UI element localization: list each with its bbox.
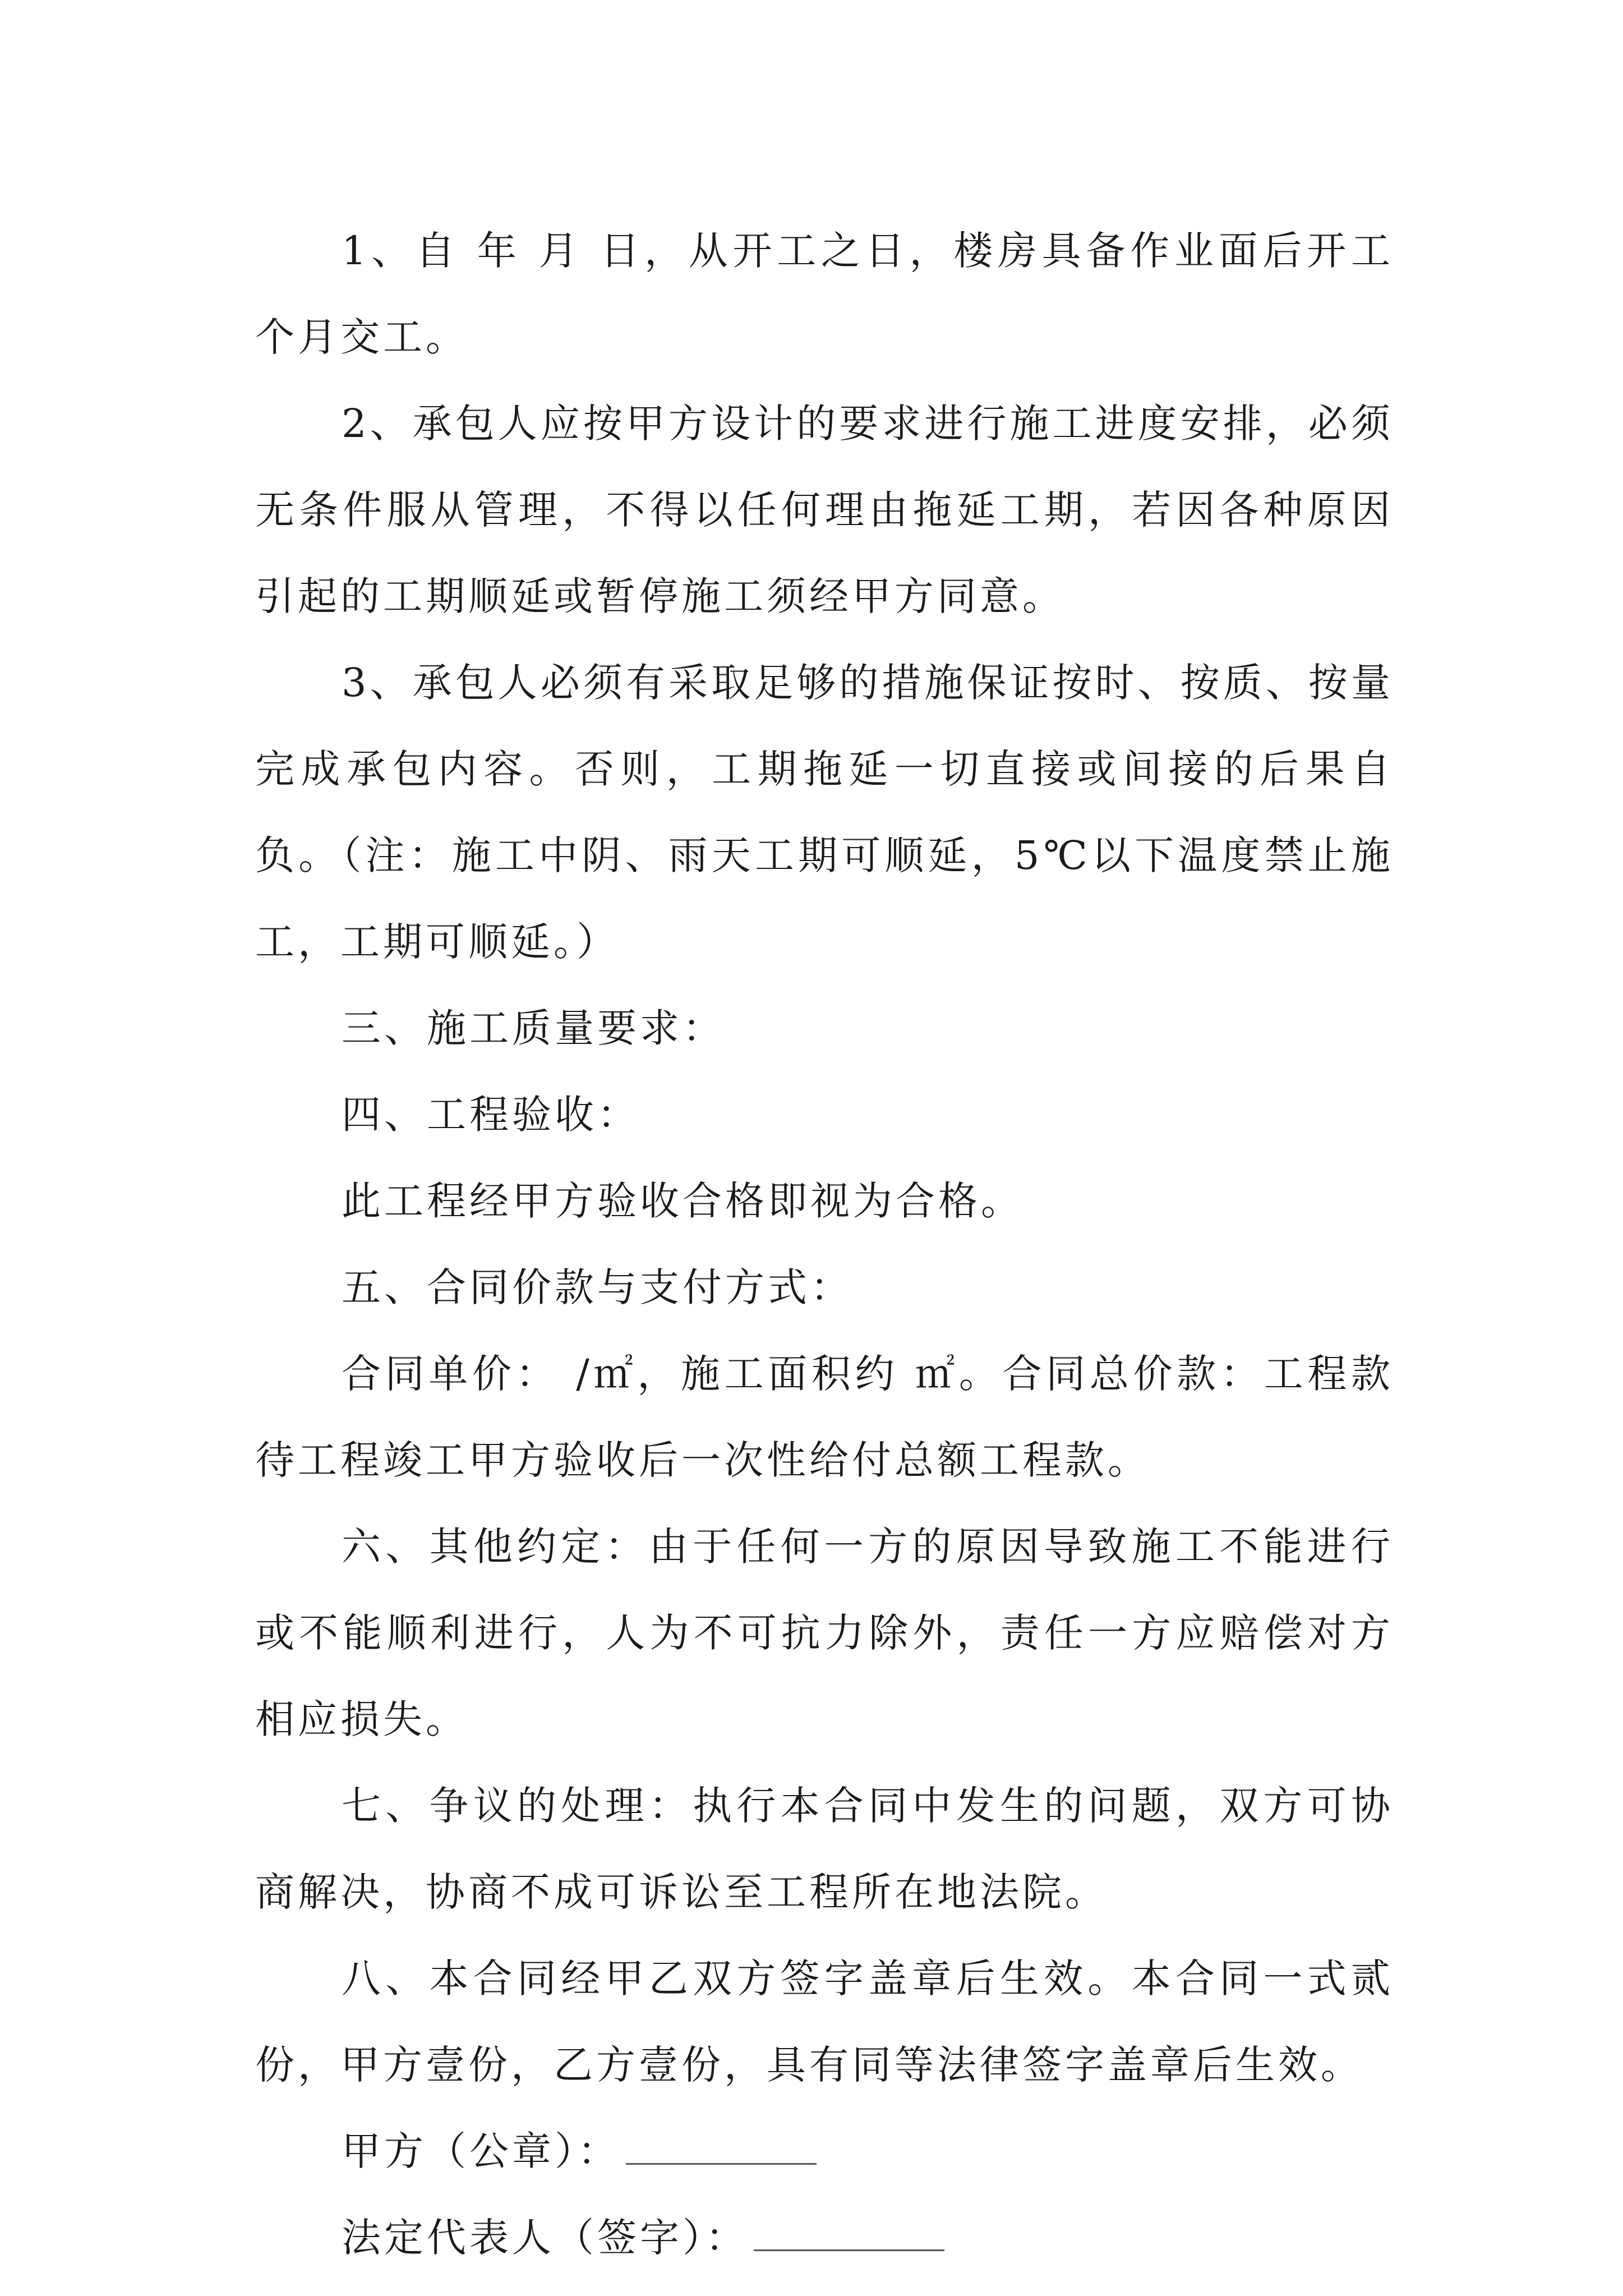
acceptance-text: 此工程经甲方验收合格即视为合格。 <box>342 1178 1023 1224</box>
section-other-agreements: 六、其他约定：由于任何一方的原因导致施工不能进行或不能顺利进行，人为不可抗力除外，责任一方应赔偿对方相应损失。 <box>255 1524 1394 1742</box>
legal-rep-signature-line <box>255 2194 1394 2281</box>
contract-body <box>255 208 1394 2281</box>
clause-1-completion-date: 1、自 年 月 日，从开工之日，楼房具备作业面后开工个月交工。 <box>255 228 1394 360</box>
party-a-seal-label: 甲方（公章）： <box>342 2128 620 2174</box>
party-a-seal-blank <box>626 2128 817 2165</box>
clause-2-schedule: 2、承包人应按甲方设计的要求进行施工进度安排，必须无条件服从管理，不得以任何理由拖延工期，若因各种原因引起的工期顺延或暂停施工须经甲方同意。 <box>255 401 1394 619</box>
section-acceptance-heading: 四、工程验收： <box>342 1092 640 1138</box>
section-payment-heading: 五、合同价款与支付方式： <box>342 1264 853 1310</box>
section-effectiveness: 八、本合同经甲乙双方签字盖章后生效。本合同一式贰份，甲方壹份，乙方壹份，具有同等法律签字盖章后生效。 <box>255 1955 1394 2088</box>
payment-text: 合同单价： /㎡，施工面积约 ㎡。合同总价款：工程款待工程竣工甲方验收后一次性给付总额工程款。 <box>255 1351 1394 1483</box>
party-a-seal-line <box>255 2108 1394 2194</box>
section-quality-heading: 三、施工质量要求： <box>342 1005 725 1051</box>
legal-rep-signature-label: 法定代表人（签字）： <box>342 2215 748 2261</box>
section-dispute-resolution: 七、争议的处理：执行本合同中发生的问题，双方可协商解决，协商不成可诉讼至工程所在地法院。 <box>255 1783 1394 1915</box>
legal-rep-signature-blank <box>754 2215 944 2251</box>
clause-3-guarantee: 3、承包人必须有采取足够的措施保证按时、按质、按量完成承包内容。否则，工期拖延一切直接或间接的后果自负。（注：施工中阴、雨天工期可顺延，5℃以下温度禁止施工，工期可顺延。） <box>255 660 1394 965</box>
